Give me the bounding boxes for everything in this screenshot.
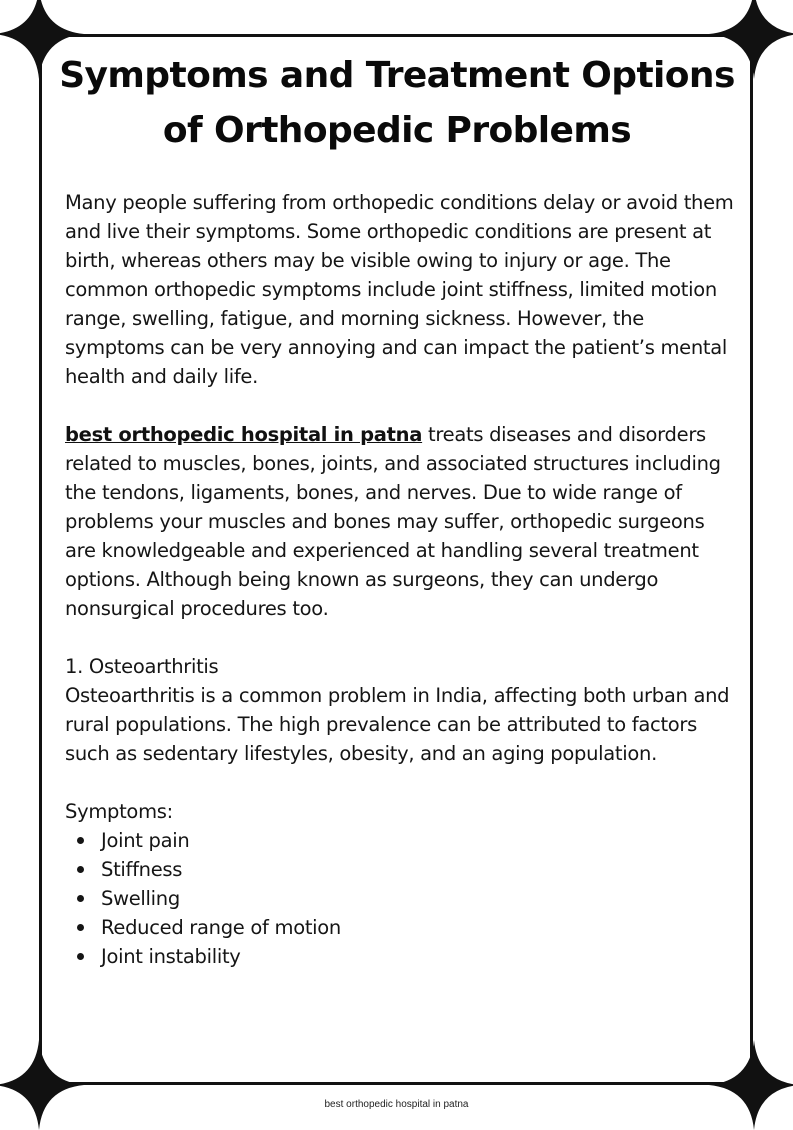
- list-item: Joint instability: [65, 942, 735, 971]
- star-corner-bottom-left: [0, 1040, 84, 1130]
- symptoms-list: [65, 826, 735, 971]
- page-title: Symptoms and Treatment Options of Orthopedic Problems: [59, 55, 735, 151]
- bullet-icon: [77, 953, 84, 960]
- intro-paragraph: Many people suffering from orthopedic conditions delay or avoid them and live their symptoms. Some orthopedic conditions are present at birth, whereas others may be visible owing to injury or age. The common orthopedic symptoms include joint stiffness, limited motion range, swelling, fatigue, and morning sickness. However, the symptoms can be very annoying and can impact the patient’s mental health and daily life.: [65, 191, 734, 388]
- star-corner-bottom-right: [709, 1040, 793, 1130]
- bullet-icon: [77, 866, 84, 873]
- hospital-link[interactable]: best orthopedic hospital in patna: [65, 423, 423, 446]
- list-item: Stiffness: [65, 855, 735, 884]
- hospital-paragraph: [65, 420, 735, 623]
- list-item: Reduced range of motion: [65, 913, 735, 942]
- list-item: Joint pain: [65, 826, 735, 855]
- symptoms-label: Symptoms:: [65, 800, 173, 823]
- article-body: [65, 188, 735, 971]
- bullet-icon: [77, 837, 84, 844]
- bullet-icon: [77, 924, 84, 931]
- bullet-icon: [77, 895, 84, 902]
- list-item: Swelling: [65, 884, 735, 913]
- hospital-paragraph-text: treats diseases and disorders related to muscles, bones, joints, and associated structures including the tendons, ligaments, bones, and nerves. Due to wide range of problems your muscles and bones may suffer, orthopedic surgeons are knowledgeable and experienced at handling several treatment options. Although being known as surgeons, they can undergo nonsurgical procedures too.: [65, 423, 721, 620]
- section-heading: 1. Osteoarthritis: [65, 655, 219, 678]
- page-footer: best orthopedic hospital in patna: [324, 1099, 469, 1110]
- section-body: Osteoarthritis is a common problem in India, affecting both urban and rural populations. The high prevalence can be attributed to factors such as sedentary lifestyles, obesity, and an aging population.: [65, 684, 730, 765]
